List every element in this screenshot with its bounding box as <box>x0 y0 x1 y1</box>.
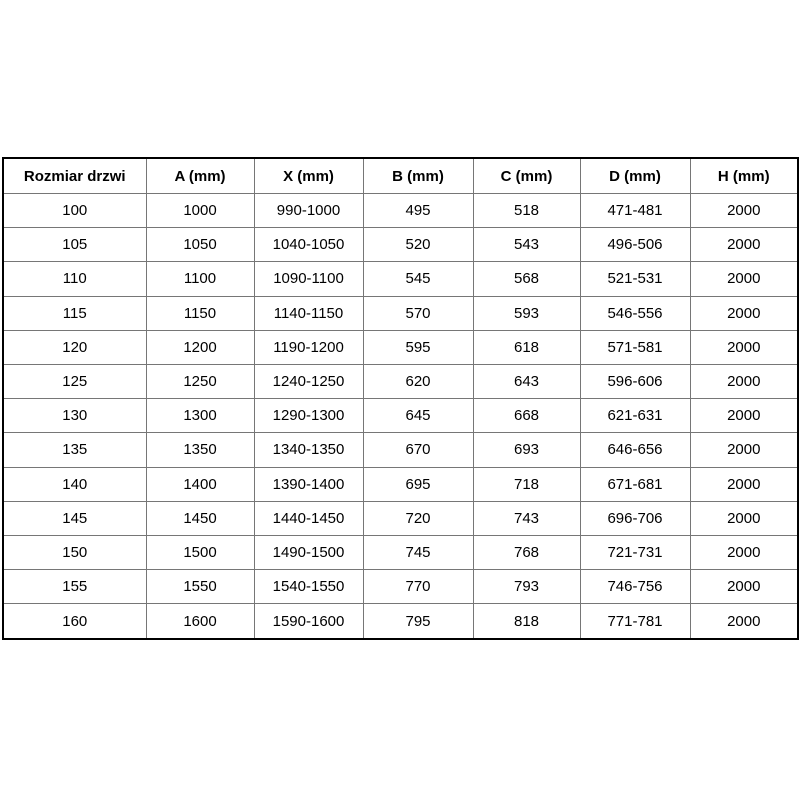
table-cell: 771-781 <box>580 604 690 639</box>
table-row <box>3 467 798 501</box>
table-cell: 770 <box>363 570 473 604</box>
table-cell: 1400 <box>146 467 254 501</box>
table-cell: 990-1000 <box>254 194 363 228</box>
table-row <box>3 570 798 604</box>
table-cell: 1200 <box>146 330 254 364</box>
table-cell: 1250 <box>146 364 254 398</box>
table-cell: 670 <box>363 433 473 467</box>
table-cell: 1090-1100 <box>254 262 363 296</box>
table-row <box>3 228 798 262</box>
table-cell: 1240-1250 <box>254 364 363 398</box>
table-cell: 1190-1200 <box>254 330 363 364</box>
table-cell: 718 <box>473 467 580 501</box>
table-cell: 1600 <box>146 604 254 639</box>
column-header-a-mm: A (mm) <box>146 158 254 194</box>
table-cell: 521-531 <box>580 262 690 296</box>
table-cell: 693 <box>473 433 580 467</box>
table-cell: 621-631 <box>580 399 690 433</box>
table-cell: 130 <box>3 399 146 433</box>
table-row <box>3 433 798 467</box>
table-cell: 643 <box>473 364 580 398</box>
table-cell: 1450 <box>146 501 254 535</box>
table-cell: 795 <box>363 604 473 639</box>
table-cell: 1540-1550 <box>254 570 363 604</box>
table-cell: 1290-1300 <box>254 399 363 433</box>
table-cell: 668 <box>473 399 580 433</box>
table-cell: 135 <box>3 433 146 467</box>
table-cell: 746-756 <box>580 570 690 604</box>
table-row <box>3 296 798 330</box>
column-header-d-mm: D (mm) <box>580 158 690 194</box>
table-cell: 518 <box>473 194 580 228</box>
table-cell: 618 <box>473 330 580 364</box>
table-cell: 1390-1400 <box>254 467 363 501</box>
table-row <box>3 604 798 639</box>
table-cell: 2000 <box>690 364 798 398</box>
table-cell: 1050 <box>146 228 254 262</box>
table-cell: 1440-1450 <box>254 501 363 535</box>
table-cell: 571-581 <box>580 330 690 364</box>
table-cell: 2000 <box>690 467 798 501</box>
table-cell: 595 <box>363 330 473 364</box>
table-cell: 568 <box>473 262 580 296</box>
table-cell: 645 <box>363 399 473 433</box>
table-cell: 646-656 <box>580 433 690 467</box>
table-cell: 2000 <box>690 262 798 296</box>
table-cell: 1590-1600 <box>254 604 363 639</box>
table-cell: 1550 <box>146 570 254 604</box>
table-body <box>3 194 798 640</box>
table-cell: 2000 <box>690 501 798 535</box>
table-cell: 110 <box>3 262 146 296</box>
table-cell: 1150 <box>146 296 254 330</box>
table-cell: 1490-1500 <box>254 535 363 569</box>
table-cell: 471-481 <box>580 194 690 228</box>
table-cell: 2000 <box>690 433 798 467</box>
table-cell: 545 <box>363 262 473 296</box>
column-header-x-mm: X (mm) <box>254 158 363 194</box>
table-cell: 115 <box>3 296 146 330</box>
table-cell: 520 <box>363 228 473 262</box>
table-cell: 1000 <box>146 194 254 228</box>
table-cell: 768 <box>473 535 580 569</box>
table-cell: 1140-1150 <box>254 296 363 330</box>
table-cell: 818 <box>473 604 580 639</box>
table-cell: 543 <box>473 228 580 262</box>
table-cell: 2000 <box>690 570 798 604</box>
table-cell: 743 <box>473 501 580 535</box>
table-row <box>3 194 798 228</box>
table-cell: 1040-1050 <box>254 228 363 262</box>
column-header-h-mm: H (mm) <box>690 158 798 194</box>
table-cell: 720 <box>363 501 473 535</box>
table-cell: 160 <box>3 604 146 639</box>
table-cell: 2000 <box>690 228 798 262</box>
table-row <box>3 364 798 398</box>
table-cell: 2000 <box>690 330 798 364</box>
table-cell: 2000 <box>690 604 798 639</box>
table-cell: 593 <box>473 296 580 330</box>
table-cell: 695 <box>363 467 473 501</box>
table-cell: 150 <box>3 535 146 569</box>
table-cell: 596-606 <box>580 364 690 398</box>
table-cell: 745 <box>363 535 473 569</box>
table-cell: 2000 <box>690 194 798 228</box>
table-cell: 1300 <box>146 399 254 433</box>
table-cell: 1340-1350 <box>254 433 363 467</box>
table-row <box>3 330 798 364</box>
table-cell: 546-556 <box>580 296 690 330</box>
table-cell: 120 <box>3 330 146 364</box>
door-size-spec-table <box>2 157 799 640</box>
column-header-b-mm: B (mm) <box>363 158 473 194</box>
table-cell: 2000 <box>690 535 798 569</box>
table-cell: 570 <box>363 296 473 330</box>
table-cell: 1350 <box>146 433 254 467</box>
table-cell: 793 <box>473 570 580 604</box>
table-cell: 1500 <box>146 535 254 569</box>
table-cell: 125 <box>3 364 146 398</box>
table-row <box>3 501 798 535</box>
table-cell: 496-506 <box>580 228 690 262</box>
table-cell: 696-706 <box>580 501 690 535</box>
table-cell: 100 <box>3 194 146 228</box>
door-size-table-container <box>2 157 797 640</box>
header-row <box>3 158 798 194</box>
table-cell: 155 <box>3 570 146 604</box>
column-header-rozmiar-drzwi: Rozmiar drzwi <box>3 158 146 194</box>
table-cell: 721-731 <box>580 535 690 569</box>
column-header-c-mm: C (mm) <box>473 158 580 194</box>
table-cell: 2000 <box>690 399 798 433</box>
table-cell: 140 <box>3 467 146 501</box>
table-cell: 105 <box>3 228 146 262</box>
table-row <box>3 262 798 296</box>
table-cell: 495 <box>363 194 473 228</box>
table-row <box>3 399 798 433</box>
table-cell: 145 <box>3 501 146 535</box>
table-cell: 1100 <box>146 262 254 296</box>
table-cell: 2000 <box>690 296 798 330</box>
table-row <box>3 535 798 569</box>
table-cell: 671-681 <box>580 467 690 501</box>
table-cell: 620 <box>363 364 473 398</box>
